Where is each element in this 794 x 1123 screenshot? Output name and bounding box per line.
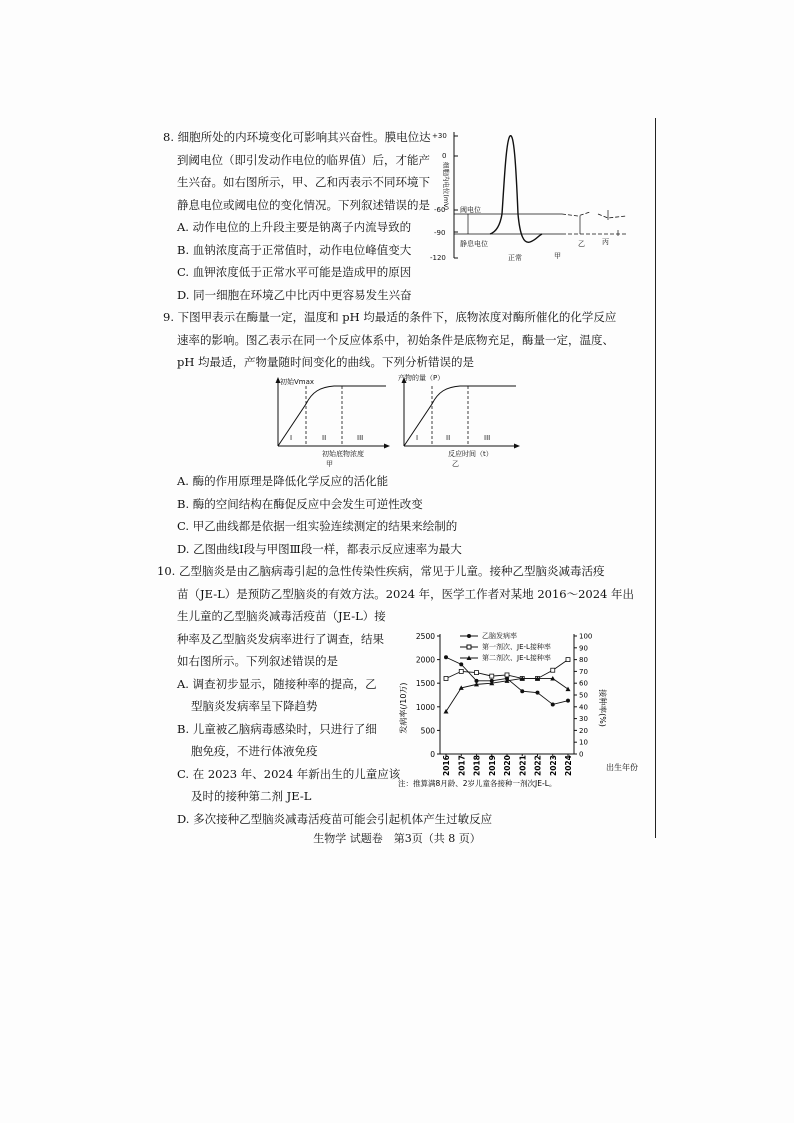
data-point [490,674,494,678]
q10-line: 10. 乙型脑炎是由乙脑病毒引起的急性传染性疾病，常见于儿童。接种乙型脑炎减毒活疫 [157,564,605,578]
data-point [475,671,479,675]
q8-line: 到阈电位（即引发动作电位的临界值）后，才能产 [177,152,430,167]
q10-option-d: D. 多次接种乙型脑炎减毒活疫苗可能会引起机体产生过敏反应 [177,811,493,826]
q10-option-a: A. 调查初步显示，随接种率的提高，乙 [177,676,377,691]
yi-caption: 乙 [452,460,459,468]
q9-line: 9. 下图甲表示在酶量一定，温度和 pH 均最适的条件下，底物浓度对酶所催化的化学反应 [163,310,617,324]
q8-option-d: D. 同一细胞在环境乙中比丙中更容易发生兴奋 [177,287,412,302]
tick-label: -60 [434,206,446,214]
membrane-potential-figure [430,126,630,266]
data-point [566,658,570,662]
region-label: II [446,434,451,442]
q9-option-c: C. 甲乙曲线都是依据一组实验连续测定的结果来绘制的 [177,519,458,533]
column-divider [655,118,656,838]
region-label: I [416,434,419,442]
yi-ylabel: 产物的量（P） [398,374,445,382]
yi-xlabel: 反应时间（t） [448,450,493,458]
x-tick-label: 2016 [442,755,451,776]
q9-option-a: A. 酶的作用原理是降低化学反应的活化能 [177,474,389,488]
q8-line: 8. 细胞所处的内环境变化可影响其兴奋性。膜电位达 [163,130,431,144]
x-tick-label: 2023 [548,755,558,776]
x-tick-label: 2021 [518,755,528,776]
x-tick-label: 2020 [503,755,512,776]
series-line-2 [446,678,568,711]
y2-tick-label: 60 [579,679,588,688]
data-point [459,662,463,666]
chart-y2label: 接种率(%) [598,689,607,727]
q8-option-a: A. 动作电位的上升段主要是钠离子内流导致的 [177,220,412,234]
data-point [551,668,555,672]
jia-label: 甲 [554,252,561,260]
enzyme-figure-jia [262,374,392,470]
q9-option-d: D. 乙图曲线Ⅰ段与甲图Ⅲ段一样，都表示反应速率为最大 [177,541,462,556]
x-tick-label: 2022 [533,755,543,776]
q10-option-b-cont: 胞免疫，不进行体液免疫 [191,744,318,758]
y-tick-label: 2000 [415,655,435,665]
y2-tick-label: 70 [579,667,588,676]
chart-ylabel: 发病率(/10万) [399,682,408,734]
page-footer: 生物学 试题卷 第3页（共 8 页） [313,832,481,845]
y-tick-label: 1500 [415,679,435,689]
threshold-label: 阈电位 [460,206,481,214]
region-label: I [290,434,293,442]
q10-option-c-cont: 及时的接种第二剂 JE-L [191,789,312,803]
q10-incidence-chart [398,628,650,792]
y2-tick-label: 50 [579,691,588,700]
y-tick-label: 500 [420,726,435,736]
q9-line: pH 均最适，产物量随时间变化的曲线。下列分析错误的是 [177,355,475,369]
legend-entry-dose2: 第二剂次、JE-L接种率 [482,654,551,662]
resting-label: 静息电位 [460,240,488,248]
data-point [459,669,463,673]
x-tick-label: 2024 [564,755,573,776]
normal-label: 正常 [508,254,522,262]
q8-option-c: C. 血钾浓度低于正常水平可能是造成甲的原因 [177,265,412,279]
y-tick-label: 2500 [415,632,435,641]
x-tick-label: 2019 [487,755,497,776]
jia-xlabel: 初始底物浓度 [322,450,364,458]
data-point [444,676,448,680]
data-point [444,709,449,714]
x-tick-label: 2017 [457,755,467,776]
yi-label: 乙 [578,240,585,248]
tick-label: +30 [432,132,447,140]
bing-label: 丙 [602,238,609,246]
x-tick-label: 2018 [472,755,482,776]
jia-ylabel: 初始Vmax [280,378,315,386]
action-potential-curve [490,136,542,243]
y2-tick-label: 40 [579,703,588,712]
chart-note: 注：推算满8月龄、2岁儿童各接种一剂次JE-L。 [398,779,557,788]
y2-tick-label: 0 [579,750,584,759]
q10-line: 如右图所示。下列叙述错误的是 [177,654,338,668]
q10-line: 生儿童的乙型脑炎减毒活疫苗（JE-L）接 [177,609,386,623]
data-point [505,673,509,677]
chart-legend [460,631,551,662]
q8-option-b: B. 血钠浓度高于正常值时，动作电位峰值变大 [177,242,412,257]
y2-tick-label: 20 [579,726,588,735]
chart-xlabel: 出生年份 [606,763,638,772]
tick-label: -120 [430,254,446,262]
question-9 [163,306,616,374]
data-point [551,702,555,706]
tick-label: -90 [434,229,446,237]
region-label: II [322,434,327,442]
jia-caption: 甲 [326,460,333,468]
y-axis-label: 细胞内电位(mV) [442,161,450,211]
data-point [520,689,524,693]
data-point [566,687,571,692]
enzyme-figure-yi [388,374,522,470]
y-tick-label: 1000 [415,702,435,712]
q10-option-b: B. 儿童被乙脑病毒感染时，只进行了细 [177,721,377,736]
legend-entry-incidence: 乙脑发病率 [482,632,517,640]
y2-tick-label: 10 [579,738,588,747]
question-8 [163,126,431,306]
tick-label: 0 [442,152,447,160]
y2-tick-label: 90 [579,644,588,653]
q10-option-c: C. 在 2023 年、2024 年新出生的儿童应该 [177,766,401,781]
q9-option-b: B. 酶的空间结构在酶促反应中会发生可逆性改变 [177,496,423,511]
q9-line: 速率的影响。图乙表示在同一个反应体系中，初始条件是底物充足，酶量一定，温度、 [177,332,614,347]
data-point [536,691,540,695]
region-label: III [484,434,491,442]
q8-line: 静息电位或阈电位的变化情况。下列叙述错误的是 [177,197,430,212]
y2-tick-label: 100 [579,632,593,641]
y2-tick-label: 30 [579,715,588,724]
data-point [444,655,448,659]
q8-line: 生兴奋。如右图所示，甲、乙和丙表示不同环境下 [177,175,430,189]
q10-line: 苗（JE-L）是预防乙型脑炎的有效方法。2024 年，医学工作者对某地 2016～2024 年出 [177,586,635,601]
q10-line: 种率及乙型脑炎发病率进行了调查，结果 [177,631,384,646]
q9-options [163,470,462,560]
threshold-variant-line [562,212,626,218]
y2-tick-label: 80 [579,656,588,665]
region-label: III [357,434,364,442]
y-tick-label: 0 [430,750,435,759]
data-point [566,699,570,703]
legend-entry-dose1: 第一剂次、JE-L接种率 [482,643,551,651]
q10-option-a-cont: 型脑炎发病率呈下降趋势 [191,699,318,713]
